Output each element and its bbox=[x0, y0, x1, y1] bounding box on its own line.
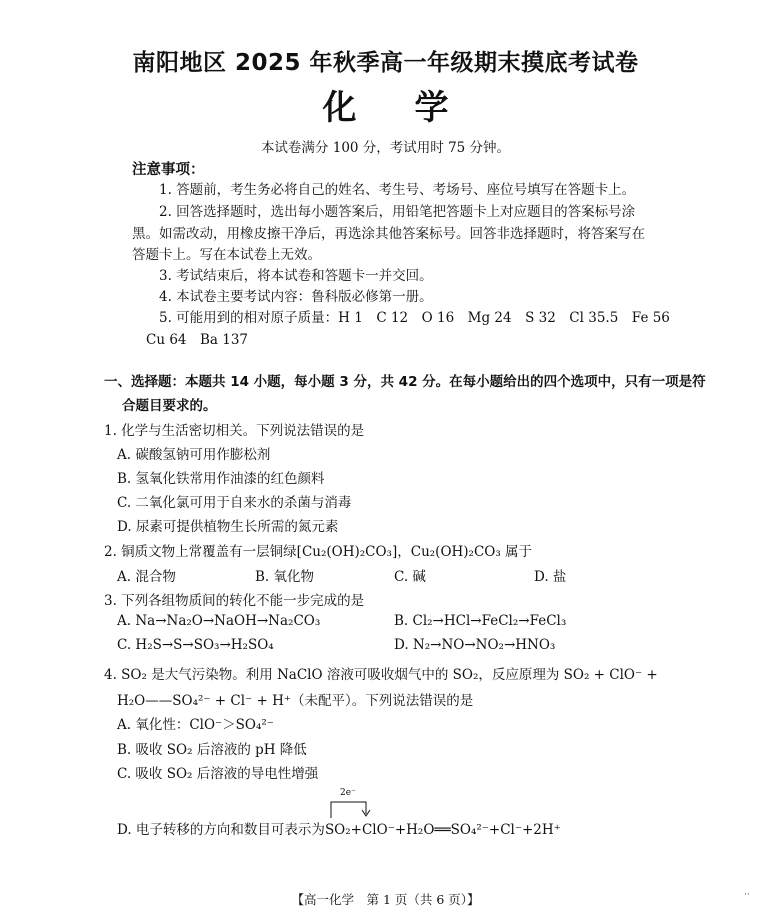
subject-title: 化学 bbox=[322, 88, 507, 128]
question-4-option-a: A. 氧化性：ClO⁻＞SO₄²⁻ bbox=[117, 717, 274, 733]
question-4-option-c: C. 吸收 SO₂ 后溶液的导电性增强 bbox=[117, 766, 319, 782]
question-1-option-d: D. 尿素可提供植物生长所需的氮元素 bbox=[117, 519, 339, 535]
question-4-stem-line-2: H₂O——SO₄²⁻ + Cl⁻ + H⁺（未配平）。下列说法错误的是 bbox=[117, 693, 474, 709]
question-1-option-a: A. 碳酸氢钠可用作膨松剂 bbox=[117, 447, 271, 463]
question-4-option-b: B. 吸收 SO₂ 后溶液的 pH 降低 bbox=[117, 742, 307, 758]
section-heading-line-1: 一、选择题：本题共 14 小题，每小题 3 分，共 42 分。在每小题给出的四个选项中，只有一项是符 bbox=[104, 374, 706, 390]
notice-line-5a: 5. 可能用到的相对原子质量：H 1 C 12 O 16 Mg 24 S 32 Cl 35.5 Fe 56 bbox=[159, 310, 670, 326]
question-2-option-d: D. 盐 bbox=[534, 569, 567, 585]
notice-heading: 注意事项： bbox=[132, 162, 205, 178]
exam-title: 南阳地区 2025 年秋季高一年级期末摸底考试卷 bbox=[132, 50, 639, 76]
question-3-stem: 3. 下列各组物质间的转化不能一步完成的是 bbox=[104, 593, 365, 609]
question-3-option-d: D. N₂→NO→NO₂→HNO₃ bbox=[394, 637, 556, 653]
electron-count-label: 2e⁻ bbox=[340, 788, 356, 798]
question-1-option-c: C. 二氧化氯可用于自来水的杀菌与消毒 bbox=[117, 495, 352, 511]
question-1-stem: 1. 化学与生活密切相关。下列说法错误的是 bbox=[104, 423, 365, 439]
question-4-stem-line-1: 4. SO₂ 是大气污染物。利用 NaClO 溶液可吸收烟气中的 SO₂，反应原理为 SO₂ + ClO⁻ + bbox=[104, 667, 658, 683]
exam-intro: 本试卷满分 100 分，考试用时 75 分钟。 bbox=[260, 140, 511, 156]
question-1-option-b: B. 氢氧化铁常用作油漆的红色颜料 bbox=[117, 471, 325, 487]
question-2-option-a: A. 混合物 bbox=[117, 569, 176, 585]
question-4-option-d-equation: SO₂+ClO⁻+H₂O══SO₄²⁻+Cl⁻+2H⁺ bbox=[324, 822, 561, 838]
section-heading-line-2: 合题目要求的。 bbox=[122, 398, 217, 414]
notice-line-3: 3. 考试结束后，将本试卷和答题卡一并交回。 bbox=[159, 268, 433, 284]
question-4-option-d-prefix: D. 电子转移的方向和数目可表示为 bbox=[117, 822, 325, 838]
page-footer: 【高一化学 第 1 页（共 6 页）】 bbox=[291, 892, 480, 907]
question-2-option-c: C. 碱 bbox=[394, 569, 426, 585]
question-3-option-b: B. Cl₂→HCl→FeCl₂→FeCl₃ bbox=[394, 613, 567, 629]
question-2-option-b: B. 氧化物 bbox=[255, 569, 315, 585]
corner-mark: ·· bbox=[744, 890, 750, 900]
notice-line-5b: Cu 64 Ba 137 bbox=[146, 332, 249, 348]
notice-line-1: 1. 答题前，考生务必将自己的姓名、考生号、考场号、座位号填写在答题卡上。 bbox=[159, 182, 636, 198]
question-3-option-a: A. Na→Na₂O→NaOH→Na₂CO₃ bbox=[117, 613, 321, 629]
notice-line-2a: 2. 回答选择题时，选出每小题答案后，用铅笔把答题卡上对应题目的答案标号涂 bbox=[159, 204, 636, 220]
question-4-option-d bbox=[117, 818, 561, 838]
notice-line-2c: 答题卡上。写在本试卷上无效。 bbox=[132, 247, 321, 263]
question-3-option-c: C. H₂S→S→SO₃→H₂SO₄ bbox=[117, 637, 274, 653]
notice-line-2b: 黑。如需改动，用橡皮擦干净后，再选涂其他答案标号。回答非选择题时，将答案写在 bbox=[132, 226, 645, 242]
notice-line-4: 4. 本试卷主要考试内容：鲁科版必修第一册。 bbox=[159, 289, 433, 305]
question-2-stem: 2. 铜质文物上常覆盖有一层铜绿[Cu₂(OH)₂CO₃]，Cu₂(OH)₂CO₃ 属于 bbox=[104, 544, 533, 560]
